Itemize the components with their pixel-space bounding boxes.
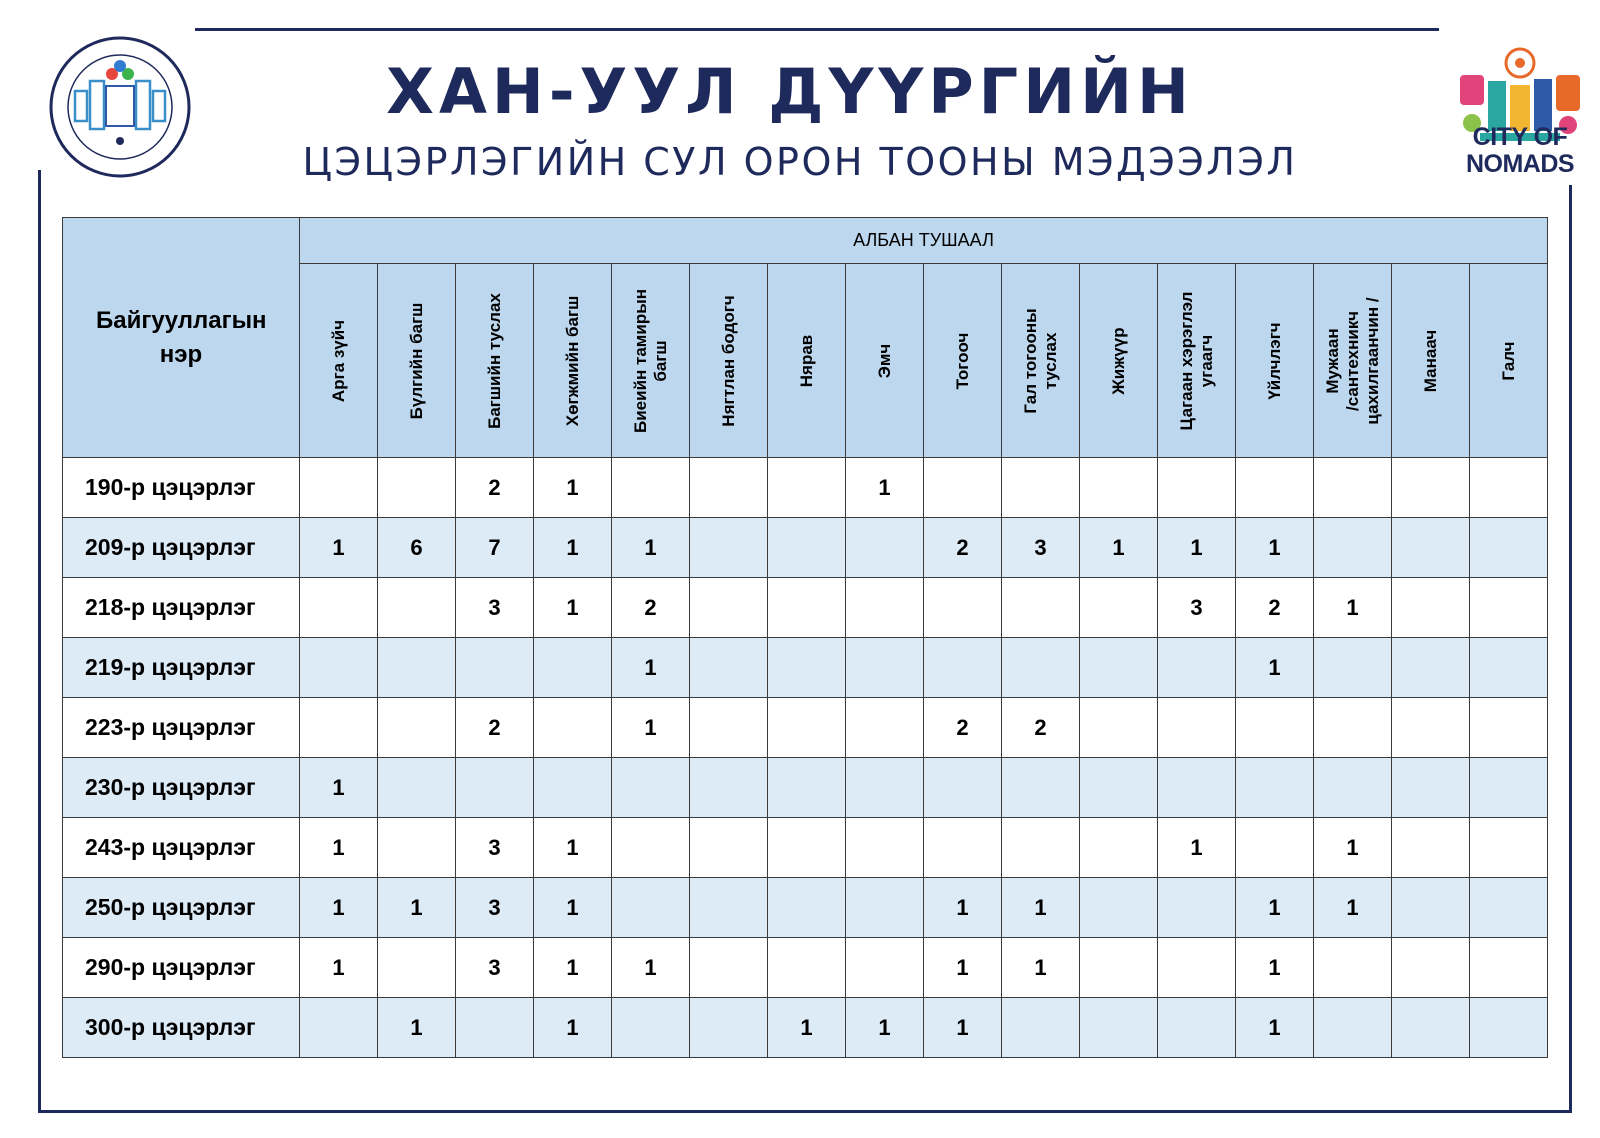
org-name-cell: 290-р цэцэрлэг [63,938,300,998]
metropolitan-education-logo [40,36,200,178]
vacancy-count-cell [690,638,768,698]
vacancy-count-cell: 1 [300,938,378,998]
position-header [456,264,534,458]
vacancy-count-cell [768,758,846,818]
vacancy-count-cell: 1 [1158,818,1236,878]
vacancy-count-cell [924,578,1002,638]
table-row [63,938,1548,998]
vacancy-count-cell: 1 [846,998,924,1058]
position-header-line: туслах [1040,332,1060,389]
vacancy-count-cell: 6 [378,518,456,578]
org-name-header-label: Байгууллагын нэр [96,306,267,368]
vacancy-count-cell [1470,638,1548,698]
vacancy-count-cell [1470,998,1548,1058]
position-header-line: Манаач [1420,329,1440,392]
position-header-line: Цагаан хэрэглэл [1176,291,1196,430]
position-header-label [1021,308,1061,413]
vacancy-count-cell: 1 [534,878,612,938]
vacancy-count-cell [378,578,456,638]
position-header-label [1421,329,1441,391]
vacancy-count-cell [1158,638,1236,698]
position-header [378,264,456,458]
vacancy-count-cell [846,878,924,938]
position-header [1392,264,1470,458]
vacancy-count-cell: 1 [1236,518,1314,578]
vacancy-count-cell [1080,758,1158,818]
position-header-line: Арга зүйч [328,319,348,402]
vacancy-count-cell [1470,518,1548,578]
vacancy-count-cell [1314,638,1392,698]
vacancy-count-cell [456,998,534,1058]
vacancy-count-cell [846,578,924,638]
table-row [63,818,1548,878]
table-row [63,698,1548,758]
vacancy-count-cell: 1 [1236,638,1314,698]
vacancy-count-cell: 1 [1236,878,1314,938]
position-header [846,264,924,458]
position-header [768,264,846,458]
vacancy-count-cell [768,938,846,998]
vacancy-count-cell [300,698,378,758]
vacancy-count-cell [1080,998,1158,1058]
table-row [63,578,1548,638]
vacancy-count-cell [378,458,456,518]
vacancy-count-cell: 1 [534,578,612,638]
vacancy-count-cell: 2 [456,698,534,758]
vacancy-count-cell [612,878,690,938]
vacancy-count-cell [1236,818,1314,878]
vacancy-count-cell: 1 [534,458,612,518]
org-name-header [63,218,300,458]
vacancy-count-cell: 3 [456,578,534,638]
position-header [300,264,378,458]
vacancy-count-cell [768,578,846,638]
vacancy-count-cell [768,698,846,758]
vacancy-count-cell [1002,578,1080,638]
table-row [63,998,1548,1058]
position-header-line: Мужаан [1322,327,1342,394]
vacancy-count-cell [1392,638,1470,698]
vacancy-count-cell [846,818,924,878]
vacancy-count-cell [690,458,768,518]
table-body [63,458,1548,1058]
vacancy-count-cell [846,518,924,578]
position-header-label [407,302,427,419]
position-header [1080,264,1158,458]
vacancy-count-cell [1080,578,1158,638]
position-header-line: Нягтлан бодогч [718,294,738,427]
vacancy-count-cell [768,878,846,938]
position-header-line: Галч [1498,340,1518,381]
vacancy-count-cell [690,758,768,818]
vacancy-count-cell [1002,458,1080,518]
vacancy-count-cell: 3 [1002,518,1080,578]
vacancy-count-cell [1080,698,1158,758]
vacancy-count-cell: 1 [1002,878,1080,938]
vacancy-count-cell [378,698,456,758]
position-header-label [329,319,349,401]
vacancy-count-cell: 2 [924,698,1002,758]
position-header-line: Эмч [874,343,894,378]
vacancy-count-cell [378,938,456,998]
vacancy-count-cell [1158,698,1236,758]
vacancy-count-cell: 1 [768,998,846,1058]
org-name-cell: 223-р цэцэрлэг [63,698,300,758]
table-row [63,518,1548,578]
vacancy-count-cell: 1 [1002,938,1080,998]
vacancy-count-cell: 1 [612,638,690,698]
org-name-cell: 209-р цэцэрлэг [63,518,300,578]
vacancy-count-cell: 1 [1314,878,1392,938]
position-header-label [953,332,973,389]
vacancy-count-cell [1080,638,1158,698]
vacancy-count-cell [378,758,456,818]
position-header-label [485,293,505,429]
vacancy-count-cell: 1 [1080,518,1158,578]
vacancy-count-cell [924,458,1002,518]
position-header-label [1177,291,1217,430]
org-name-cell: 250-р цэцэрлэг [63,878,300,938]
vacancy-count-cell: 1 [378,878,456,938]
vacancy-count-cell: 3 [1158,578,1236,638]
position-header-line: Хөгжмийн багш [562,295,582,426]
page-subtitle: ЦЭЦЭРЛЭГИЙН СУЛ ОРОН ТООНЫ МЭДЭЭЛЭЛ [302,140,1298,184]
vacancy-count-cell [612,818,690,878]
vacancy-count-cell [1392,758,1470,818]
vacancy-count-cell [846,638,924,698]
vacancy-count-cell: 1 [924,878,1002,938]
vacancy-count-cell [690,938,768,998]
vacancy-count-cell: 1 [612,938,690,998]
vacancy-count-cell: 1 [1158,518,1236,578]
vacancy-count-cell [1392,818,1470,878]
position-header-line: Гал тогооны [1020,307,1040,414]
vacancy-count-cell [534,698,612,758]
vacancy-count-cell [768,818,846,878]
vacancy-count-cell [300,998,378,1058]
position-header-label [631,289,671,433]
vacancy-count-cell [612,458,690,518]
vacancy-count-cell: 1 [534,998,612,1058]
vacancy-count-cell [1470,578,1548,638]
position-header-line: Үйлчлэгч [1264,321,1284,400]
position-header [1314,264,1392,458]
position-header-line: багш [650,339,670,382]
position-header [534,264,612,458]
vacancy-count-cell [456,758,534,818]
position-header-line: Багшийн туслах [484,292,504,429]
city-of-nomads-wordmark [1448,124,1592,178]
frame-bottom-line [38,1110,1572,1113]
vacancy-count-cell [1470,758,1548,818]
vacancy-count-cell [300,458,378,518]
vacancy-count-cell [1470,698,1548,758]
vacancy-count-cell [456,638,534,698]
vacancy-count-cell [924,758,1002,818]
vacancy-count-cell [924,818,1002,878]
vacancy-count-cell: 1 [612,518,690,578]
vacancy-count-cell [768,518,846,578]
position-header-line: Нярав [796,334,816,387]
vacancy-count-cell [1158,938,1236,998]
vacancy-count-cell: 1 [300,518,378,578]
vacancy-count-cell [1392,578,1470,638]
org-name-cell: 230-р цэцэрлэг [63,758,300,818]
vacancy-count-cell [1236,698,1314,758]
position-header [1002,264,1080,458]
vacancy-count-cell [534,758,612,818]
position-header-label [1499,341,1519,380]
wordmark-line-1: CITY OF [1472,123,1568,151]
vacancy-count-cell: 1 [534,818,612,878]
vacancy-count-cell [1392,998,1470,1058]
vacancy-count-cell: 2 [612,578,690,638]
vacancy-count-cell [846,938,924,998]
vacancy-count-cell: 2 [1236,578,1314,638]
vacancy-count-cell [846,758,924,818]
position-header-label [875,343,895,378]
vacancy-count-cell: 3 [456,818,534,878]
vacancy-count-cell [1314,758,1392,818]
vacancy-count-cell: 2 [924,518,1002,578]
vacancy-count-cell: 1 [924,938,1002,998]
position-header-line: Биеийн тамирын [630,288,650,433]
vacancy-count-cell [1002,818,1080,878]
vacancy-count-cell [690,698,768,758]
table-row [63,758,1548,818]
vacancy-count-cell: 1 [300,818,378,878]
vacancy-count-cell: 1 [534,938,612,998]
vacancy-count-cell [690,578,768,638]
vacancy-count-cell [378,638,456,698]
vacancy-count-cell [1392,458,1470,518]
vacancy-count-cell [1158,758,1236,818]
position-header-line: Жижүүр [1108,326,1128,395]
vacancy-count-cell [1470,878,1548,938]
vacancy-count-cell [1314,998,1392,1058]
position-header-line: /сантехникч [1342,310,1362,411]
vacancy-count-cell: 1 [1236,998,1314,1058]
vacancy-count-cell [690,518,768,578]
vacancy-count-cell: 1 [846,458,924,518]
frame-top-line [195,28,1439,31]
vacancy-count-cell [1470,458,1548,518]
position-header-line: угаагч [1196,334,1216,387]
vacancy-count-cell [1080,878,1158,938]
vacancy-count-cell [378,818,456,878]
page-title: ХАН-УУЛ ДҮҮРГИЙН [386,55,1194,128]
vacancy-count-cell [690,998,768,1058]
position-header [612,264,690,458]
vacancy-count-cell [300,578,378,638]
vacancy-count-cell [612,758,690,818]
vacancy-count-cell [1080,938,1158,998]
vacancy-count-cell [1080,458,1158,518]
vacancy-count-cell: 1 [300,758,378,818]
vacancy-count-cell: 1 [1314,818,1392,878]
vacancy-count-cell [690,878,768,938]
vacancy-count-cell: 1 [924,998,1002,1058]
frame-left-line [38,170,41,1112]
vacancy-count-cell: 2 [1002,698,1080,758]
vacancy-count-cell [846,698,924,758]
vacancy-count-cell [690,818,768,878]
vacancy-count-cell [1158,998,1236,1058]
vacancy-count-cell [1002,998,1080,1058]
vacancy-count-cell: 1 [1236,938,1314,998]
vacancy-count-cell [1314,938,1392,998]
position-group-header: АЛБАН ТУШААЛ [300,218,1548,264]
vacancy-count-cell: 3 [456,878,534,938]
position-header-label [1265,322,1285,399]
vacancy-count-cell [1158,878,1236,938]
position-header-label [1323,297,1383,424]
position-header [924,264,1002,458]
vacancy-count-cell: 7 [456,518,534,578]
wordmark-line-2: NOMADS [1465,150,1575,178]
vacancy-count-cell [768,458,846,518]
vacancy-table [62,217,1548,1058]
vacancy-count-cell [1392,518,1470,578]
vacancy-count-cell [1314,458,1392,518]
vacancy-count-cell: 1 [1314,578,1392,638]
vacancy-count-cell [1314,518,1392,578]
vacancy-count-cell [1002,638,1080,698]
vacancy-count-cell [1236,458,1314,518]
vacancy-count-cell [1236,758,1314,818]
vacancy-count-cell: 2 [456,458,534,518]
org-name-cell: 218-р цэцэрлэг [63,578,300,638]
org-name-cell: 190-р цэцэрлэг [63,458,300,518]
vacancy-count-cell [1314,698,1392,758]
vacancy-count-cell [612,998,690,1058]
position-header [1236,264,1314,458]
vacancy-count-cell: 1 [534,518,612,578]
table-row [63,878,1548,938]
vacancy-count-cell [768,638,846,698]
position-header [1158,264,1236,458]
vacancy-count-cell [924,638,1002,698]
position-header-label [1109,327,1129,394]
vacancy-count-cell [534,638,612,698]
position-header-line: Тогооч [952,332,972,389]
vacancy-count-cell [1392,878,1470,938]
position-header-label [719,295,739,426]
vacancy-count-cell [1002,758,1080,818]
vacancy-count-cell [1080,818,1158,878]
vacancy-count-cell [1158,458,1236,518]
org-name-cell: 243-р цэцэрлэг [63,818,300,878]
org-name-cell: 300-р цэцэрлэг [63,998,300,1058]
position-header-line: Бүлгийн багш [406,302,426,419]
position-header-label [563,295,583,426]
vacancy-count-cell [1470,818,1548,878]
org-name-cell: 219-р цэцэрлэг [63,638,300,698]
position-header-label [797,334,817,387]
position-header-line: цахилгаанчин / [1362,296,1382,425]
vacancy-count-cell [300,638,378,698]
vacancy-count-cell [1392,938,1470,998]
position-header [1470,264,1548,458]
vacancy-count-cell: 1 [612,698,690,758]
vacancy-count-cell [1470,938,1548,998]
frame-right-line [1569,185,1572,1113]
table-row [63,458,1548,518]
vacancy-count-cell: 1 [300,878,378,938]
vacancy-count-cell: 1 [378,998,456,1058]
vacancy-count-cell [1392,698,1470,758]
vacancy-count-cell: 3 [456,938,534,998]
position-header [690,264,768,458]
table-row [63,638,1548,698]
